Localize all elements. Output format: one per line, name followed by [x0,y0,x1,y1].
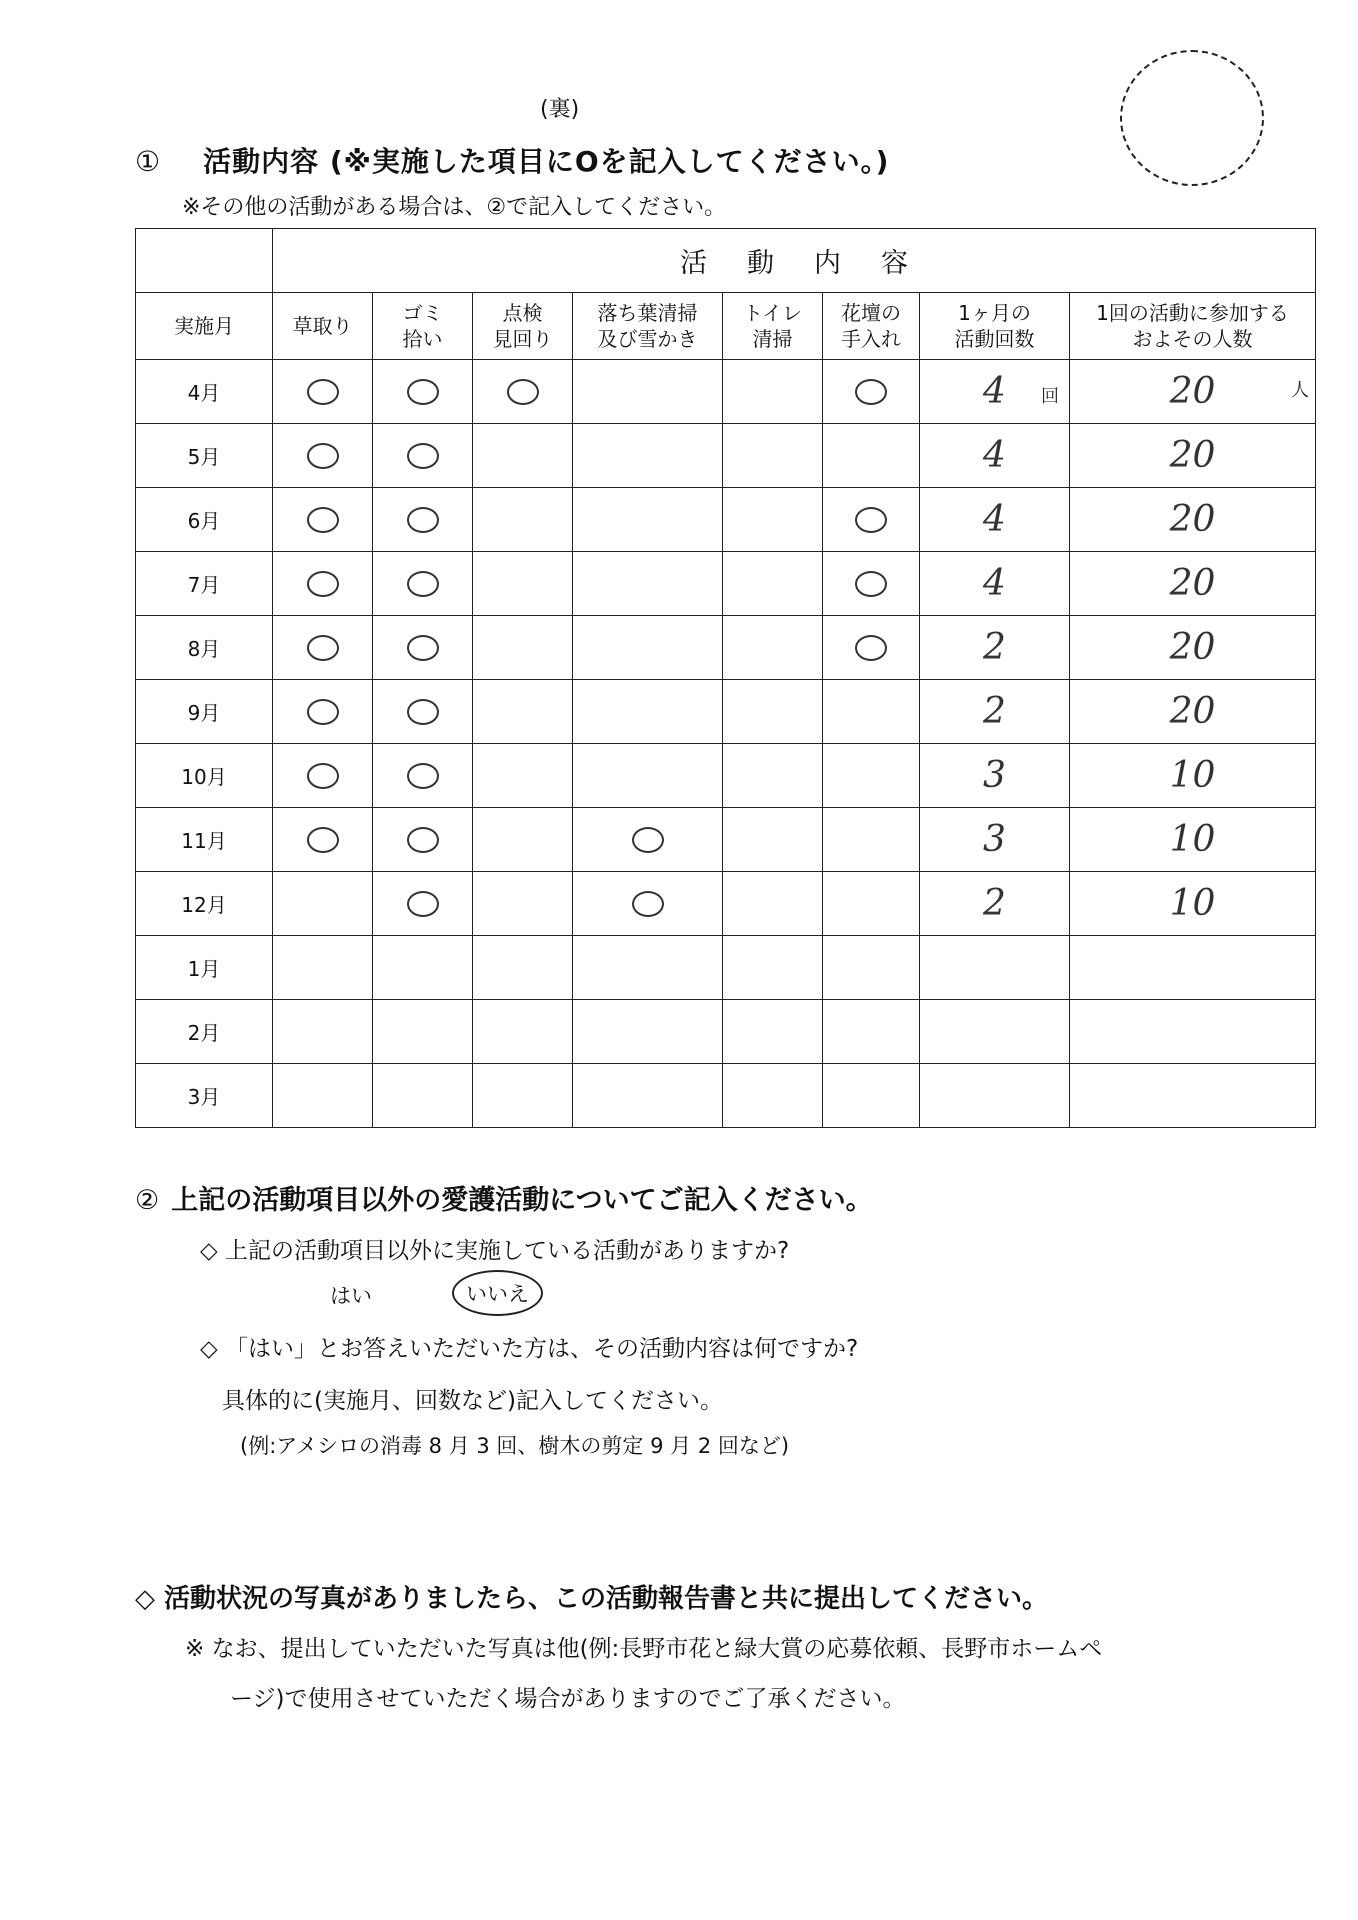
activity-cell-weeding[interactable] [273,936,373,1000]
activity-cell-flowerbed[interactable] [823,1064,920,1128]
activity-cell-flowerbed[interactable] [823,360,920,424]
month-cell: 7月 [136,552,273,616]
month-cell: 12月 [136,872,273,936]
participants-value: 10 [1169,883,1216,924]
activity-cell-weeding[interactable] [273,616,373,680]
circle-mark-icon [407,571,439,597]
activity-cell-flowerbed[interactable] [823,936,920,1000]
section1-note: ※その他の活動がある場合は、②で記入してください。 [182,195,727,220]
activity-cell-flowerbed[interactable] [823,616,920,680]
column-header-line2: 手入れ [841,327,901,351]
participants-cell[interactable] [1070,488,1316,552]
column-header-2 [373,293,473,360]
activity-cell-flowerbed[interactable] [823,1000,920,1064]
circle-mark-icon [407,635,439,661]
people-unit: 人 [1291,380,1309,401]
column-header-row [136,293,1316,360]
activity-cell-weeding[interactable] [273,1064,373,1128]
month-cell: 2月 [136,1000,273,1064]
activity-cell-leaves_snow[interactable] [573,360,723,424]
column-header-1 [273,293,373,360]
column-header-5 [723,293,823,360]
participants-cell[interactable] [1070,424,1316,488]
activity-cell-weeding[interactable] [273,552,373,616]
circle-mark-icon [407,443,439,469]
monthly-count-cell[interactable] [920,488,1070,552]
column-header-line1: ゴミ [402,301,443,325]
activity-cell-leaves_snow[interactable] [573,680,723,744]
activity-cell-toilet[interactable] [723,488,823,552]
section2-number: ② [135,1185,160,1216]
monthly-count-value: 4 [983,563,1006,604]
column-header-line1: 花壇の [841,301,901,325]
table-row [136,1064,1316,1128]
participants-value: 20 [1169,499,1216,540]
activity-cell-toilet[interactable] [723,680,823,744]
activity-cell-leaves_snow[interactable] [573,936,723,1000]
activity-cell-toilet[interactable] [723,1000,823,1064]
participants-cell[interactable] [1070,552,1316,616]
activity-cell-litter[interactable] [373,552,473,616]
activity-cell-toilet[interactable] [723,616,823,680]
column-header-line1: 1ヶ月の [958,301,1031,325]
month-cell: 11月 [136,808,273,872]
activity-cell-patrol[interactable] [473,552,573,616]
column-header-line1: 1回の活動に参加する [1096,301,1289,325]
month-cell: 3月 [136,1064,273,1128]
activity-cell-litter[interactable] [373,744,473,808]
section1-number: ① [135,145,162,178]
participants-value: 10 [1169,755,1216,796]
question-activity-details: ◇ 「はい」とお答えいただいた方は、その活動内容は何ですか? [200,1336,859,1362]
column-header-8 [1070,293,1316,360]
column-header-6 [823,293,920,360]
activity-cell-flowerbed[interactable] [823,744,920,808]
activity-cell-litter[interactable] [373,424,473,488]
circle-mark-icon [507,379,539,405]
activity-cell-litter[interactable] [373,872,473,936]
circle-mark-icon [407,507,439,533]
activity-cell-flowerbed[interactable] [823,808,920,872]
table-row [136,616,1316,680]
activity-cell-flowerbed[interactable] [823,488,920,552]
activity-cell-flowerbed[interactable] [823,872,920,936]
activity-cell-toilet[interactable] [723,360,823,424]
section1-title [135,140,889,180]
participants-cell[interactable] [1070,1064,1316,1128]
monthly-count-cell[interactable] [920,1064,1070,1128]
participants-value: 10 [1169,819,1216,860]
circle-mark-icon [307,827,339,853]
activity-cell-leaves_snow[interactable] [573,552,723,616]
activity-cell-toilet[interactable] [723,936,823,1000]
monthly-count-cell[interactable] [920,1000,1070,1064]
table-body [136,360,1316,1128]
circle-mark-icon [855,571,887,597]
circle-mark-icon [307,699,339,725]
activity-cell-weeding[interactable] [273,680,373,744]
column-header-line2: 活動回数 [954,327,1035,351]
participants-cell[interactable] [1070,1000,1316,1064]
page-side-label: (裏) [540,97,580,122]
table-row [136,744,1316,808]
monthly-count-cell[interactable] [920,552,1070,616]
question-other-activities: ◇ 上記の活動項目以外に実施している活動がありますか? [200,1238,790,1264]
activity-cell-litter[interactable] [373,616,473,680]
monthly-count-cell[interactable] [920,424,1070,488]
participants-cell[interactable] [1070,808,1316,872]
activity-cell-patrol[interactable] [473,424,573,488]
activity-cell-patrol[interactable] [473,1064,573,1128]
stamp-circle [1120,50,1264,186]
section2-title [135,1178,873,1217]
monthly-count-cell[interactable] [920,616,1070,680]
activity-cell-litter[interactable] [373,488,473,552]
circle-mark-icon [407,891,439,917]
activity-cell-patrol[interactable] [473,360,573,424]
activity-cell-patrol[interactable] [473,488,573,552]
activity-cell-leaves_snow[interactable] [573,744,723,808]
circle-mark-icon [307,443,339,469]
activity-cell-weeding[interactable] [273,1000,373,1064]
participants-cell[interactable] [1070,680,1316,744]
activity-cell-weeding[interactable] [273,872,373,936]
photo-request-title: ◇ 活動状況の写真がありましたら、この活動報告書と共に提出してください。 [135,1584,1049,1614]
activity-cell-patrol[interactable] [473,1000,573,1064]
monthly-count-value: 3 [983,755,1006,796]
month-cell: 9月 [136,680,273,744]
section2-title-text: 上記の活動項目以外の愛護活動についてご記入ください。 [171,1185,873,1216]
activity-cell-litter[interactable] [373,936,473,1000]
activity-cell-patrol[interactable] [473,872,573,936]
circle-mark-icon [307,635,339,661]
column-header-0 [136,293,273,360]
column-header-line1: 落ち葉清掃 [597,301,698,325]
activity-cell-leaves_snow[interactable] [573,1000,723,1064]
activity-cell-patrol[interactable] [473,744,573,808]
column-header-line1: 草取り [292,314,353,338]
activity-cell-litter[interactable] [373,1000,473,1064]
activity-cell-weeding[interactable] [273,808,373,872]
activity-cell-litter[interactable] [373,680,473,744]
activity-cell-toilet[interactable] [723,552,823,616]
table-row [136,936,1316,1000]
monthly-count-cell[interactable] [920,360,1070,424]
participants-cell[interactable] [1070,936,1316,1000]
participants-cell[interactable] [1070,872,1316,936]
activity-cell-flowerbed[interactable] [823,552,920,616]
month-cell: 6月 [136,488,273,552]
activity-cell-toilet[interactable] [723,744,823,808]
monthly-count-value: 3 [983,819,1006,860]
activity-cell-leaves_snow[interactable] [573,872,723,936]
monthly-count-value: 4 [983,499,1006,540]
activity-cell-leaves_snow[interactable] [573,488,723,552]
activity-cell-litter[interactable] [373,360,473,424]
section1-title-text: 活動内容 (※実施した項目にOを記入してください。) [203,145,890,178]
activity-cell-weeding[interactable] [273,744,373,808]
circle-mark-icon [855,379,887,405]
activity-cell-patrol[interactable] [473,616,573,680]
column-header-line1: 点検 [502,301,543,325]
count-unit: 回 [1041,386,1059,407]
column-header-4 [573,293,723,360]
circle-mark-icon [307,379,339,405]
table-row [136,680,1316,744]
table-row [136,872,1316,936]
monthly-count-value: 4 [983,435,1006,476]
activity-table [135,228,1316,1128]
activity-cell-toilet[interactable] [723,424,823,488]
option-yes[interactable]: はい [330,1284,372,1308]
circle-mark-icon [855,635,887,661]
monthly-count-value: 4 [983,371,1006,412]
activity-cell-patrol[interactable] [473,680,573,744]
column-header-line2: およその人数 [1132,327,1253,351]
activity-cell-leaves_snow[interactable] [573,616,723,680]
circle-mark-icon [407,827,439,853]
column-header-3 [473,293,573,360]
circle-mark-icon [407,379,439,405]
column-header-line1: トイレ [743,301,802,325]
table-row [136,424,1316,488]
month-cell: 8月 [136,616,273,680]
activity-cell-patrol[interactable] [473,808,573,872]
option-no-circled[interactable]: いいえ [452,1270,543,1316]
column-header-7 [920,293,1070,360]
monthly-count-cell[interactable] [920,680,1070,744]
column-header-line2: 及び雪かき [597,327,698,351]
activity-cell-weeding[interactable] [273,424,373,488]
activity-cell-leaves_snow[interactable] [573,424,723,488]
participants-value: 20 [1169,435,1216,476]
table-row [136,360,1316,424]
table-row [136,1000,1316,1064]
circle-mark-icon [632,827,664,853]
circle-mark-icon [307,507,339,533]
circle-mark-icon [307,571,339,597]
activity-cell-flowerbed[interactable] [823,424,920,488]
activity-cell-flowerbed[interactable] [823,680,920,744]
activity-cell-litter[interactable] [373,808,473,872]
table-corner-cell [136,229,273,293]
table-row [136,488,1316,552]
participants-cell[interactable] [1070,616,1316,680]
question-detail-instruction: 具体的に(実施月、回数など)記入してください。 [222,1388,723,1414]
column-header-line2: 拾い [402,327,443,351]
activity-cell-weeding[interactable] [273,488,373,552]
participants-value: 20 [1169,563,1216,604]
monthly-count-value: 2 [983,627,1006,668]
activity-cell-toilet[interactable] [723,872,823,936]
monthly-count-value: 2 [983,691,1006,732]
table-row [136,552,1316,616]
month-cell: 5月 [136,424,273,488]
participants-value: 20 [1169,691,1216,732]
activity-cell-weeding[interactable] [273,360,373,424]
monthly-count-cell[interactable] [920,872,1070,936]
table-row [136,808,1316,872]
circle-mark-icon [632,891,664,917]
activity-group-header: 活動内容 [273,229,1316,293]
circle-mark-icon [407,699,439,725]
participants-value: 20 [1169,371,1216,412]
activity-cell-leaves_snow[interactable] [573,808,723,872]
participants-value: 20 [1169,627,1216,668]
activity-cell-litter[interactable] [373,1064,473,1128]
question-example: (例:アメシロの消毒 8 月 3 回、樹木の剪定 9 月 2 回など) [240,1434,790,1458]
monthly-count-value: 2 [983,883,1006,924]
circle-mark-icon [307,763,339,789]
monthly-count-cell[interactable] [920,808,1070,872]
month-cell: 1月 [136,936,273,1000]
circle-mark-icon [855,507,887,533]
photo-usage-note-line2: ージ)で使用させていただく場合がありますのでご了承ください。 [230,1686,906,1712]
monthly-count-cell[interactable] [920,936,1070,1000]
photo-usage-note-line1: ※ なお、提出していただいた写真は他(例:長野市花と緑大賞の応募依頼、長野市ホームペ [185,1636,1103,1662]
activity-cell-patrol[interactable] [473,936,573,1000]
activity-cell-toilet[interactable] [723,808,823,872]
activity-cell-leaves_snow[interactable] [573,1064,723,1128]
monthly-count-cell[interactable] [920,744,1070,808]
column-header-line2: 清掃 [752,327,793,351]
participants-cell[interactable] [1070,744,1316,808]
circle-mark-icon [407,763,439,789]
participants-cell[interactable] [1070,360,1316,424]
month-cell: 10月 [136,744,273,808]
column-header-line1: 実施月 [174,314,234,338]
month-cell: 4月 [136,360,273,424]
column-header-line2: 見回り [492,327,553,351]
activity-cell-toilet[interactable] [723,1064,823,1128]
